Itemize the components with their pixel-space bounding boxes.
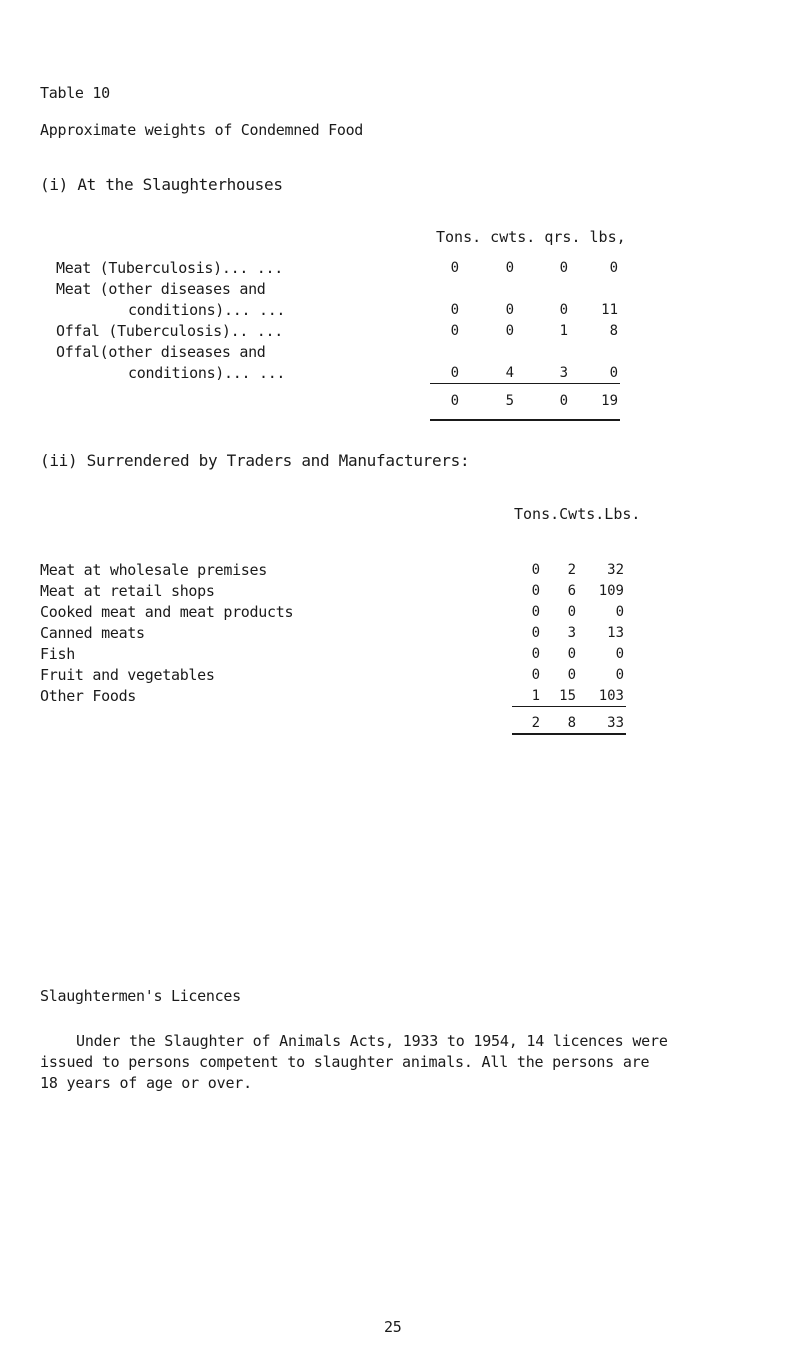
value-cell: 32 <box>607 562 624 578</box>
value-cell: 0 <box>531 625 540 641</box>
total-cell: 0 <box>450 393 459 409</box>
value-cell: 0 <box>531 667 540 683</box>
value-cell: 0 <box>450 302 459 318</box>
slaughterhouses-column-header: Tons. cwts. qrs. lbs, <box>436 228 626 246</box>
value-cell: 0 <box>559 260 568 276</box>
row-label: Meat (other diseases and <box>56 280 266 298</box>
value-cell: 15 <box>559 688 576 704</box>
value-cell: 3 <box>559 365 568 381</box>
value-cell: 0 <box>609 365 618 381</box>
value-cell: 0 <box>505 260 514 276</box>
value-cell: 0 <box>609 260 618 276</box>
row-label: Meat (Tuberculosis)... ... <box>56 259 284 277</box>
value-cell: 109 <box>598 583 624 599</box>
row-label: Offal (Tuberculosis).. ... <box>56 322 284 340</box>
row-label: Fish <box>40 645 75 663</box>
value-cell: 0 <box>559 302 568 318</box>
table-heading: Approximate weights of Condemned Food <box>40 121 364 139</box>
page-number: 25 <box>384 1318 402 1336</box>
value-cell: 6 <box>567 583 576 599</box>
value-cell: 3 <box>567 625 576 641</box>
value-cell: 0 <box>531 562 540 578</box>
total-cell: 2 <box>531 715 540 731</box>
total-cell: 0 <box>559 393 568 409</box>
surrendered-column-header: Tons.Cwts.Lbs. <box>514 505 641 523</box>
value-cell: 13 <box>607 625 624 641</box>
total-cell: 33 <box>607 715 624 731</box>
total-cell: 5 <box>505 393 514 409</box>
table-label: Table 10 <box>40 84 110 102</box>
value-cell: 0 <box>567 604 576 620</box>
value-cell: 1 <box>559 323 568 339</box>
value-cell: 0 <box>450 365 459 381</box>
value-cell: 0 <box>567 667 576 683</box>
row-label: Fruit and vegetables <box>40 666 215 684</box>
licences-title: Slaughtermen's Licences <box>40 987 241 1005</box>
value-cell: 0 <box>505 302 514 318</box>
value-cell: 0 <box>615 604 624 620</box>
value-cell: 0 <box>531 583 540 599</box>
row-label: conditions)... ... <box>128 301 286 319</box>
value-cell: 11 <box>601 302 618 318</box>
total-cell: 19 <box>601 393 618 409</box>
row-label: conditions)... ... <box>128 364 286 382</box>
total-cell: 8 <box>567 715 576 731</box>
paragraph-line: 18 years of age or over. <box>40 1074 252 1092</box>
row-label: Cooked meat and meat products <box>40 603 294 621</box>
value-cell: 1 <box>531 688 540 704</box>
value-cell: 103 <box>598 688 624 704</box>
total-rule <box>512 733 626 735</box>
value-cell: 0 <box>505 323 514 339</box>
value-cell: 0 <box>450 323 459 339</box>
value-cell: 0 <box>450 260 459 276</box>
row-label: Meat at retail shops <box>40 582 215 600</box>
section-surrendered-title: (ii) Surrendered by Traders and Manufacturers: <box>40 451 470 470</box>
total-rule <box>430 419 620 421</box>
value-cell: 0 <box>615 667 624 683</box>
value-cell: 4 <box>505 365 514 381</box>
value-cell: 0 <box>531 604 540 620</box>
section-slaughterhouses-title: (i) At the Slaughterhouses <box>40 175 283 194</box>
subtotal-rule <box>430 383 620 384</box>
paragraph-line: issued to persons competent to slaughter animals. All the persons are <box>40 1053 650 1071</box>
value-cell: 0 <box>615 646 624 662</box>
value-cell: 0 <box>531 646 540 662</box>
row-label: Offal(other diseases and <box>56 343 266 361</box>
row-label: Meat at wholesale premises <box>40 561 268 579</box>
value-cell: 8 <box>609 323 618 339</box>
value-cell: 0 <box>567 646 576 662</box>
licences-paragraph <box>40 1031 800 1094</box>
row-label: Canned meats <box>40 624 145 642</box>
paragraph-line: Under the Slaughter of Animals Acts, 1933 to 1954, 14 licences were <box>76 1032 668 1050</box>
value-cell: 2 <box>567 562 576 578</box>
row-label: Other Foods <box>40 687 137 705</box>
subtotal-rule <box>512 706 626 707</box>
